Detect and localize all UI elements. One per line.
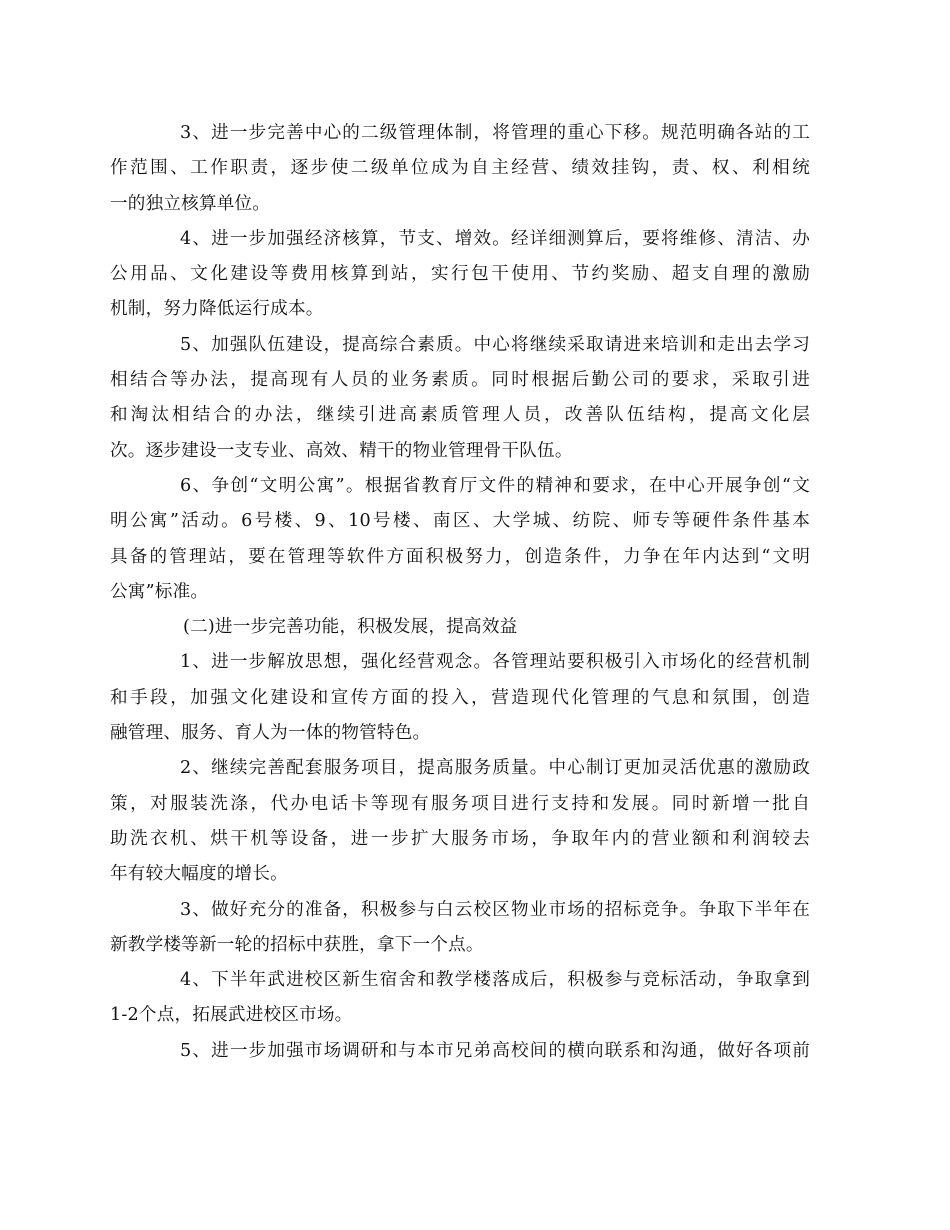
text-line: 公用品、文化建设等费用核算到站，实行包干使用、节约奖励、超支自理的激励 xyxy=(110,264,810,285)
text-line: 明公寓”活动。6号楼、9、10号楼、南区、大学城、纺院、师专等硬件条件基本 xyxy=(110,511,810,532)
text-line: 机制，努力降低运行成本。 xyxy=(110,299,324,320)
paragraph-4-wujin-campus xyxy=(110,963,810,1034)
text-line: 一的独立核算单位。 xyxy=(110,193,271,214)
text-line: 6、争创“文明公寓”。根据省教育厅文件的精神和要求，在中心开展争创“文 xyxy=(180,475,810,496)
text-line: 策，对服装洗涤，代办电话卡等现有服务项目进行支持和发展。同时新增一批自 xyxy=(110,793,810,814)
text-line: 和淘汰相结合的办法，继续引进高素质管理人员，改善队伍结构，提高文化层 xyxy=(110,405,810,426)
text-line: 4、下半年武进校区新生宿舍和教学楼落成后，积极参与竞标活动，争取拿到 xyxy=(180,970,810,991)
paragraph-3-management-system xyxy=(110,116,810,222)
section-heading xyxy=(145,610,810,645)
text-line: 3、做好充分的准备，积极参与白云校区物业市场的招标竞争。争取下半年在 xyxy=(180,899,810,920)
text-line: 1、进一步解放思想，强化经营观念。各管理站要积极引入市场化的经营机制 xyxy=(180,652,810,673)
document-body xyxy=(110,116,810,1069)
paragraph-5-team-building xyxy=(110,328,810,469)
paragraph-6-civilized-apartment xyxy=(110,469,810,610)
paragraph-4-economic-accounting xyxy=(110,222,810,328)
text-line: 5、加强队伍建设，提高综合素质。中心将继续采取请进来培训和走出去学习 xyxy=(180,334,810,355)
text-line: 4、进一步加强经济核算，节支、增效。经详细测算后，要将维修、清洁、办 xyxy=(180,228,810,249)
section-heading-text: (二)进一步完善功能，积极发展，提高效益 xyxy=(183,617,518,638)
text-line: 次。逐步建设一支专业、高效、精干的物业管理骨干队伍。 xyxy=(110,440,573,461)
text-line: 年有较大幅度的增长。 xyxy=(110,864,288,885)
text-line: 融管理、服务、育人为一体的物管特色。 xyxy=(110,723,431,744)
text-line: 相结合等办法，提高现有人员的业务素质。同时根据后勤公司的要求，采取引进 xyxy=(110,370,810,391)
text-line: 3、进一步完善中心的二级管理体制，将管理的重心下移。规范明确各站的工 xyxy=(180,123,810,143)
text-line: 助洗衣机、烘干机等设备，进一步扩大服务市场，争取年内的营业额和利润较去 xyxy=(110,828,810,849)
text-line: 公寓”标准。 xyxy=(110,581,209,602)
paragraph-3-bidding xyxy=(110,893,810,964)
text-line: 1-2个点，拓展武进校区市场。 xyxy=(110,1005,353,1026)
paragraph-2-service-projects xyxy=(110,751,810,892)
text-line: 新教学楼等新一轮的招标中获胜，拿下一个点。 xyxy=(110,934,484,955)
text-line: 和手段，加强文化建设和宣传方面的投入，营造现代化管理的气息和氛围，创造 xyxy=(110,687,810,708)
text-line: 2、继续完善配套服务项目，提高服务质量。中心制订更加灵活优惠的激励政 xyxy=(180,758,810,779)
text-line: 作范围、工作职责，逐步使二级单位成为自主经营、绩效挂钩，责、权、利相统 xyxy=(110,158,810,179)
paragraph-1-liberate-thinking xyxy=(110,645,810,751)
text-line: 具备的管理站，要在管理等软件方面积极努力，创造条件，力争在年内达到“文明 xyxy=(110,546,810,567)
text-line: 5、进一步加强市场调研和与本市兄弟高校间的横向联系和沟通，做好各项前 xyxy=(180,1040,810,1061)
paragraph-5-market-research xyxy=(145,1034,810,1069)
